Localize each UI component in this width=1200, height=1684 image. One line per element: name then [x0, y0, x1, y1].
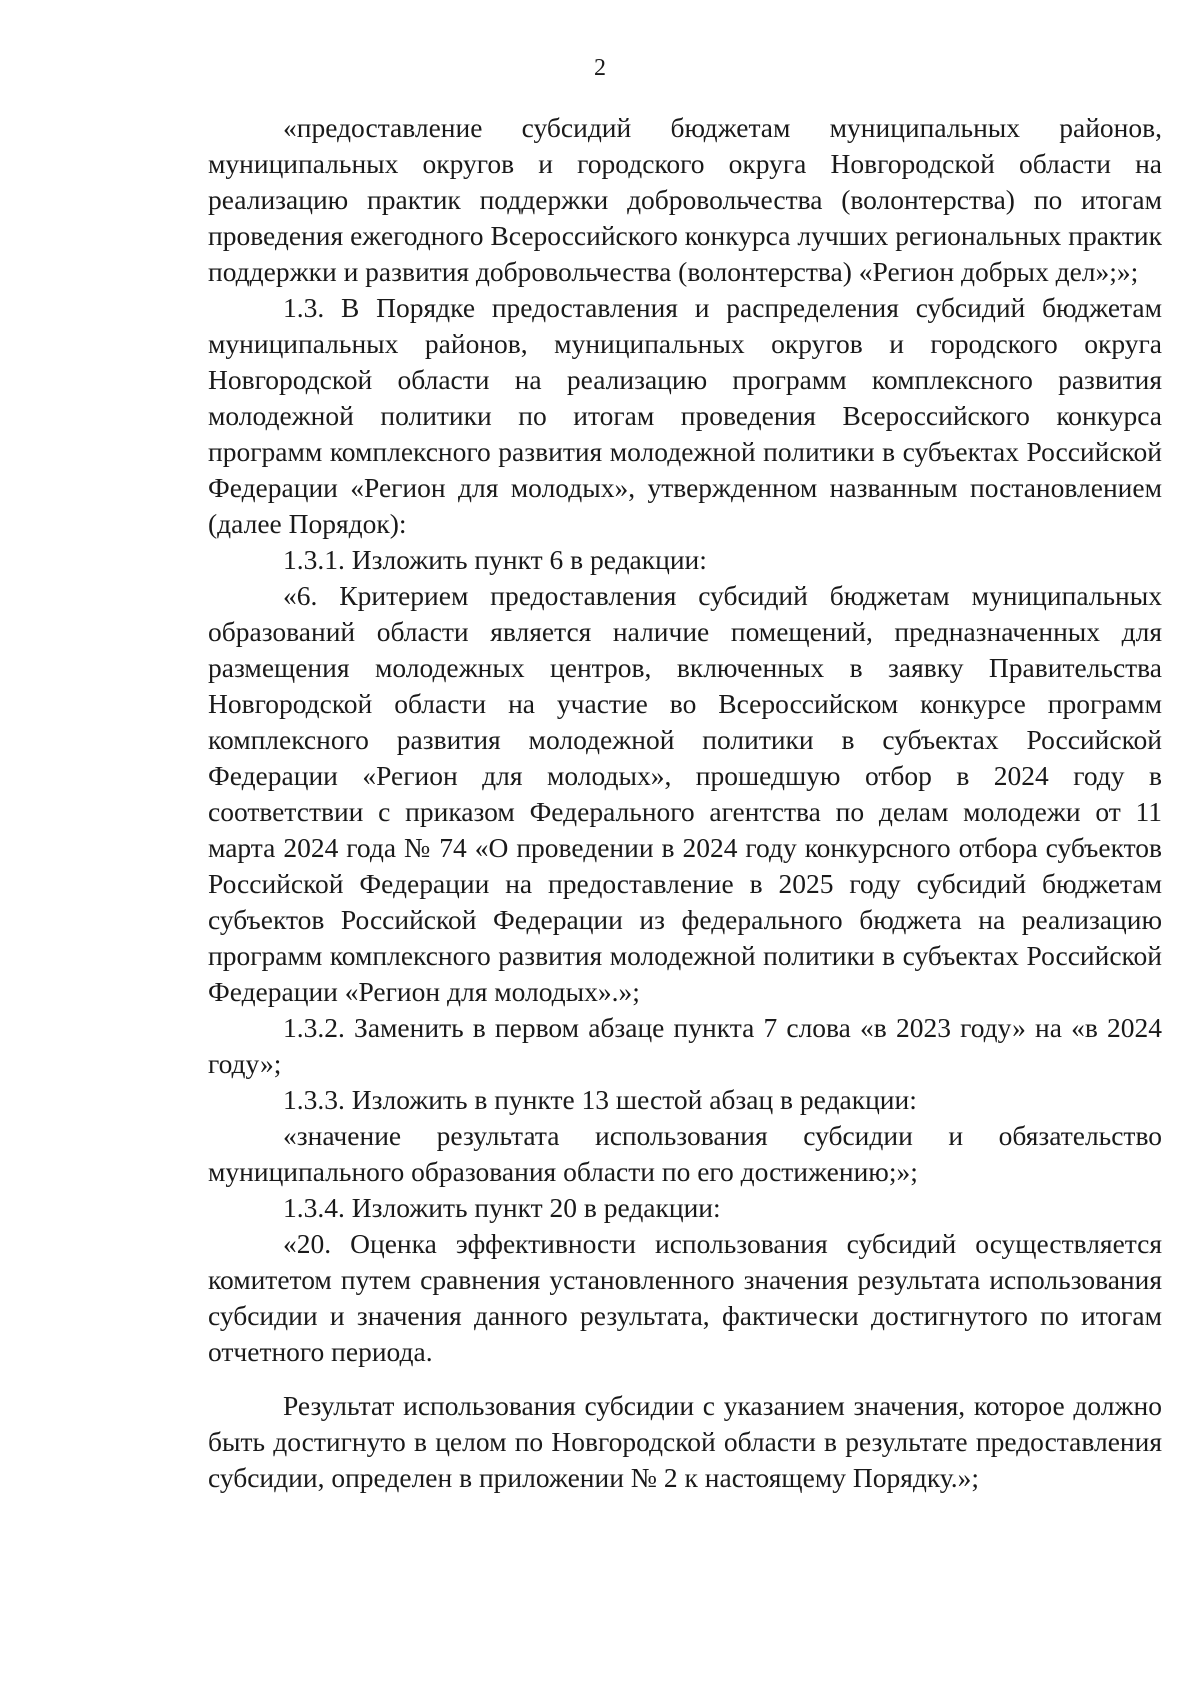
paragraph-point-6: «6. Критерием предоставления субсидий бюджетам муниципальных образований области является наличие помещений, предназначенных для размещения молодежных центров, включенных в заявку Правительства Новгородской области на участие во Всероссийском конкурсе программ комплексного развития молодежной политики в субъектах Российской Федерации «Регион для молодых», прошедшую отбор в 2024 году в соответствии с приказом Федерального агентства по делам молодежи от 11 марта 2024 года № 74 «О проведении в 2024 году конкурсного отбора субъектов Российской Федерации на предоставление в 2025 году субсидий бюджетам субъектов Российской Федерации из федерального бюджета на реализацию программ комплексного развития молодежной политики в субъектах Российской Федерации «Регион для молодых».»;: [208, 580, 1162, 1007]
paragraph-result-usage: Результат использования субсидии с указанием значения, которое должно быть достигнуто в целом по Новгородской области в результате предоставления субсидии, определен в приложении № 2 к настоящему Порядку.»;: [208, 1390, 1162, 1493]
document-body: [208, 110, 1162, 1496]
paragraph-quoted-item: «предоставление субсидий бюджетам муниципальных районов, муниципальных округов и городского округа Новгородской области на реализацию практик поддержки добровольчества (волонтерства) по итогам проведения ежегодного Всероссийского конкурса лучших региональных практик поддержки и развития добровольчества (волонтерства) «Регион добрых дел»;»;: [208, 112, 1162, 287]
paragraph-1-3-1: 1.3.1. Изложить пункт 6 в редакции:: [283, 544, 707, 575]
page-number: 2: [594, 55, 606, 81]
paragraph-1-3-4: 1.3.4. Изложить пункт 20 в редакции:: [283, 1192, 721, 1223]
paragraph-result-value: «значение результата использования субсидии и обязательство муниципального образования области по его достижению;»;: [208, 1120, 1162, 1187]
paragraph-1-3: 1.3. В Порядке предоставления и распределения субсидий бюджетам муниципальных районов, муниципальных округов и городского округа Новгородской области на реализацию программ комплексного развития молодежной политики по итогам проведения Всероссийского конкурса программ комплексного развития молодежной политики в субъектах Российской Федерации «Регион для молодых», утвержденном названным постановлением (далее Порядок):: [208, 292, 1162, 539]
paragraph-point-20: «20. Оценка эффективности использования субсидий осуществляется комитетом путем сравнения установленного значения результата использования субсидии и значения данного результата, фактически достигнутого по итогам отчетного периода.: [208, 1228, 1162, 1367]
paragraph-1-3-3: 1.3.3. Изложить в пункте 13 шестой абзац в редакции:: [283, 1084, 917, 1115]
paragraph-1-3-2: 1.3.2. Заменить в первом абзаце пункта 7 слова «в 2023 году» на «в 2024 году»;: [208, 1012, 1162, 1079]
